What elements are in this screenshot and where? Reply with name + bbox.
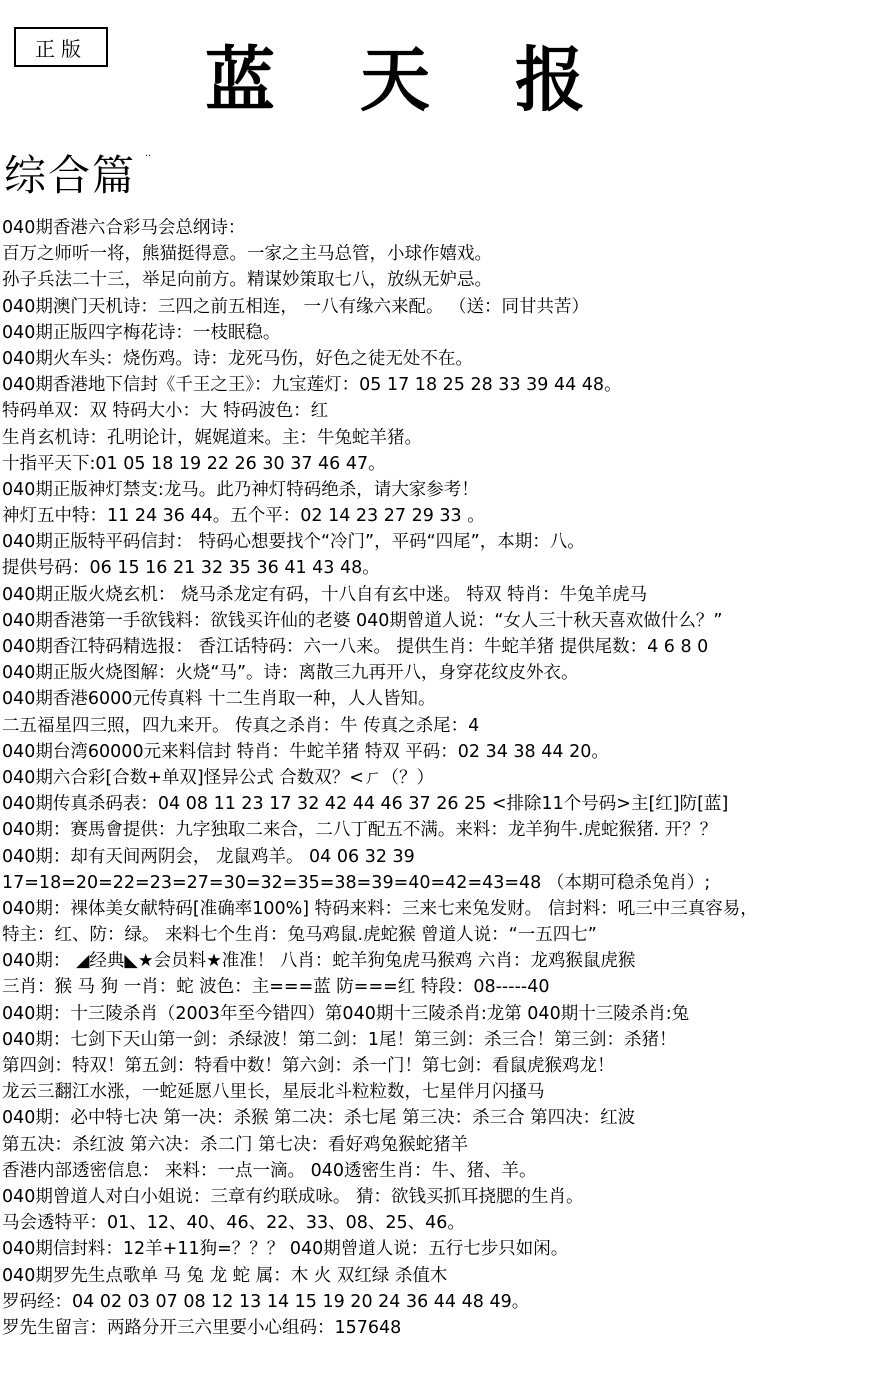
text-line: 神灯五中特：11 24 36 44。五个平：02 14 23 27 29 33 。 [2,506,485,527]
text-line: 040期香港6000元传真料 十二生肖取一种，人人皆知。 [2,689,436,710]
text-line: 040期：却有天间两阴会， 龙鼠鸡羊。 04 06 32 39 [2,846,415,867]
text-line: 第四剑：特双！第五剑：特看中数！第六剑：杀一门！第七剑：看鼠虎猴鸡龙！ [2,1056,615,1076]
text-line: 040期六合彩[合数+单双]怪异公式 合数双？<ㄏ（？） [2,767,434,788]
text-line: 040期火车头：烧伤鸡。诗：龙死马伤，好色之徒无处不在。 [2,348,473,369]
text-line: 040期香港第一手欲钱料：欲钱买许仙的老婆 040期曾道人说：“女人三十秋天喜欢做什么？” [2,610,723,631]
text-line: 百万之师听一将，熊猫挺得意。一家之主马总管，小球作嬉戏。 [2,244,492,265]
text-line: 040期：十三陵杀肖（2003年至今错四）第040期十三陵杀肖:龙第 040期十三陵杀肖:兔 [2,1003,690,1024]
text-line: 040期曾道人对白小姐说：三章有约联成咏。 猜：欲钱买抓耳挠腮的生肖。 [2,1186,584,1207]
text-line: 龙云三翻江水涨，一蛇延愿八里长，星辰北斗粒粒数，七星伴月闪搔马 [2,1082,545,1103]
text-line: 香港内部透密信息： 来料：一点一滴。 040透密生肖：牛、猪、羊。 [2,1160,537,1181]
text-line: 第五决：杀红波 第六决：杀二门 第七决：看好鸡兔猴蛇猪羊 [2,1134,469,1155]
text-line: 040期：赛馬會提供：九字独取二来合，二八丁配五不满。来料：龙羊狗牛.虎蛇猴猪. 开？？ [2,820,718,841]
text-line: 040期澳门天机诗：三四之前五相连， 一八有缘六来配。 （送：同甘共苦） [2,296,590,317]
text-line: 040期正版火烧图解：火烧“马”。诗：离散三九再开八，身穿花纹皮外衣。 [2,663,579,684]
text-line: 040期：裸体美女献特码[准确率100%] 特码来料：三来七来兔发财。 信封料：吼三中三真容易， [2,898,758,919]
text-line: 特主：红、防：绿。 来料七个生肖：兔马鸡鼠.虎蛇猴 曾道人说：“一五四七” [2,925,597,946]
text-line: 马会透特平：01、12、40、46、22、33、08、25、46。 [2,1213,465,1234]
text-line: 040期正版特平码信封： 特码心想要找个“冷门”，平码“四尾”，本期：八。 [2,532,585,553]
text-line: 040期台湾60000元来料信封 特肖：牛蛇羊猪 特双 平码：02 34 38 44 20。 [2,741,609,762]
edition-badge: 正版 [14,27,108,67]
section-title: 综合篇 [4,151,137,200]
text-line: 040期香港六合彩马会总纲诗： [2,218,246,238]
text-line: 040期罗先生点歌单 马 兔 龙 蛇 属：木 火 双红绿 杀值木 [2,1265,448,1286]
text-line: 040期：必中特七决 第一决：杀猴 第二决：杀七尾 第三决：杀三合 第四决：红波 [2,1108,636,1129]
text-line: 孙子兵法二十三，举足向前方。精谋妙策取七八，放纵无妒忌。 [2,270,492,291]
text-line: 特码单双：双 特码大小：大 特码波色：红 [2,401,329,422]
title-char: 天 [360,38,430,121]
text-line: 040期正版四字梅花诗：一枝眠稳。 [2,322,281,343]
text-line: 040期香江特码精选报： 香江话特码：六一八来。 提供生肖：牛蛇羊猪 提供尾数：4 6 8 0 [2,637,709,657]
text-line: 17=18=20=22=23=27=30=32=35=38=39=40=42=43=48 （本期可稳杀兔肖）; [2,872,711,893]
title-char: 报 [515,38,585,121]
text-line: 040期信封料：12羊+11狗=？？？ 040期曾道人说：五行七步只如闲。 [2,1239,569,1260]
title-char: 蓝 [205,38,275,121]
text-line: 十指平天下:01 05 18 19 22 26 30 37 46 47。 [2,453,386,474]
newspaper-title [205,40,585,120]
text-line: 二五福星四三照，四九来开。 传真之杀肖：牛 传真之杀尾：4 [2,715,480,736]
text-line: 罗码经：04 02 03 07 08 12 13 14 15 19 20 24 36 44 48 49。 [2,1291,530,1312]
text-line: 罗先生留言：两路分开三六里要小心组码：157648 [2,1317,402,1338]
text-line: 040期： ◢经典◣★会员料★准准！ 八肖：蛇羊狗兔虎马猴鸡 六肖：龙鸡猴鼠虎猴 [2,951,636,972]
text-line: 提供号码：06 15 16 21 32 35 36 41 43 48。 [2,558,380,579]
text-line: 三肖：猴 马 狗 一肖：蛇 波色：主===蓝 防===红 特段：08-----40 [2,977,550,998]
text-line: 040期：七剑下天山第一剑：杀绿波！第二剑：1尾！第三剑：杀三合！第三剑：杀猪！ [2,1029,677,1050]
text-line: 040期正版神灯禁支:龙马。此乃神灯特码绝杀，请大家参考！ [2,479,479,500]
text-line: 040期正版火烧玄机： 烧马杀龙定有码，十八自有玄中迷。 特双 特肖：牛兔羊虎马 [2,584,648,605]
content-lines [2,215,888,1341]
section-mark: ·· [145,151,152,162]
text-line: 040期传真杀码表：04 08 11 23 17 32 42 44 46 37 26 25 <排除11个号码>主[红]防[蓝] [2,794,729,815]
text-line: 生肖玄机诗：孔明论计，娓娓道来。主：牛兔蛇羊猪。 [2,427,422,448]
text-line: 040期香港地下信封《千王之王》：九宝莲灯：05 17 18 25 28 33 39 44 48。 [2,375,622,396]
